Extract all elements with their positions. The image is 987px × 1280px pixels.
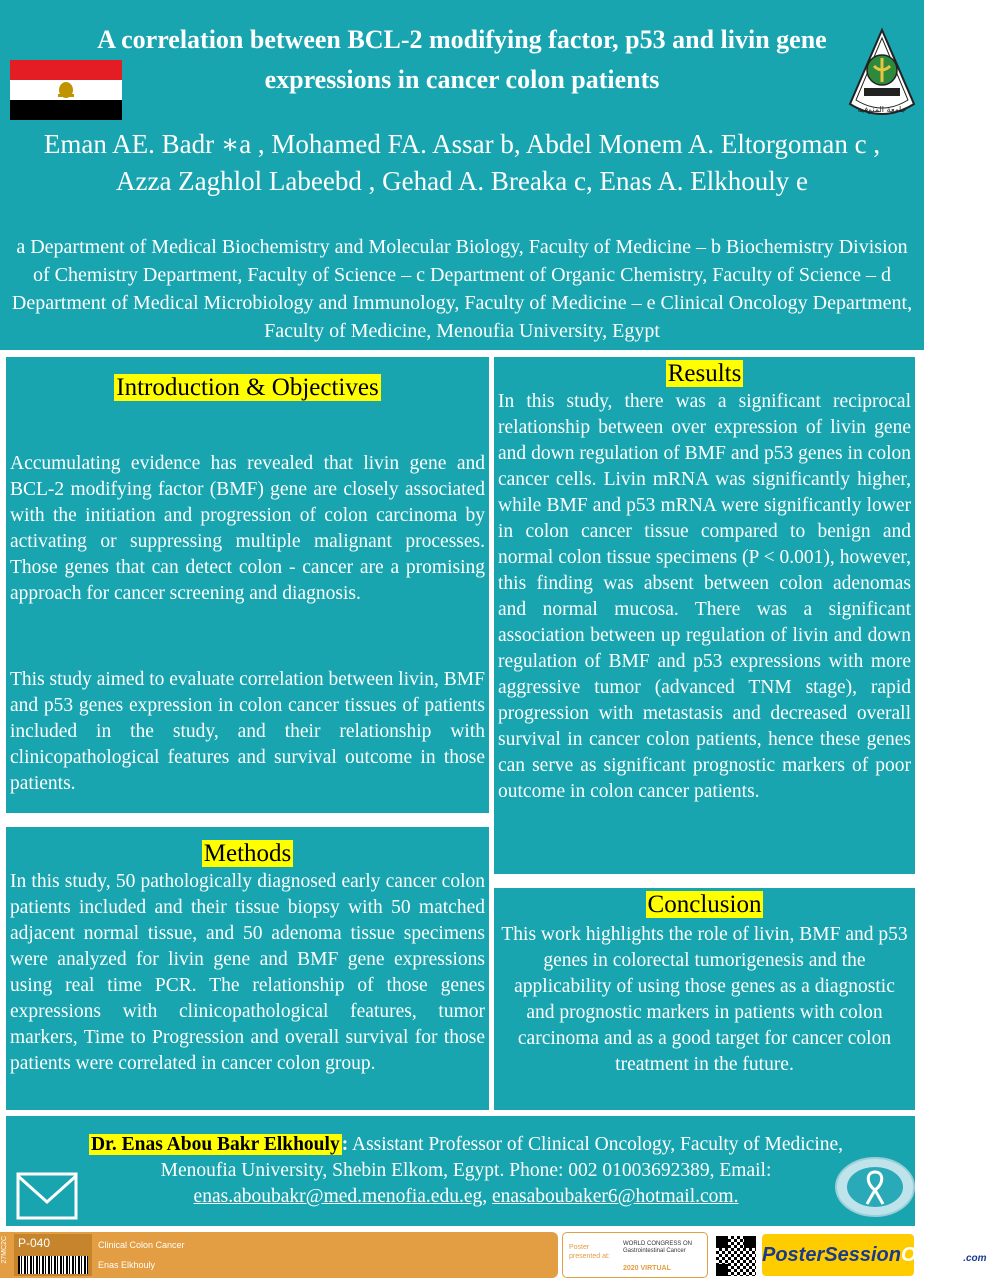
contact-section (6, 1116, 915, 1226)
poster-title: A correlation between BCL-2 modifying factor, p53 and livin gene expressions in cancer colon patients (97, 25, 827, 94)
section-title: Results (667, 360, 742, 387)
introduction-section (6, 357, 489, 813)
section-title: Methods (203, 840, 292, 867)
methods-section (6, 827, 489, 1110)
mail-icon (16, 1172, 78, 1220)
svg-text:جامعة المنوفية: جامعة المنوفية (857, 105, 907, 114)
section-title: Conclusion (647, 891, 762, 918)
contact-name: Dr. Enas Abou Bakr Elkhouly (90, 1134, 340, 1155)
poster-number: P-040 (18, 1236, 51, 1250)
poster-category: Clinical Colon Cancer (98, 1240, 185, 1250)
conclusion-paragraph: This work highlights the role of livin, BMF and p53 genes in colorectal tumorigenesis and the applicability of using those genes as a diagnostic and prognostic markers in patients with colon carcinoma and as a good target for cancer colon treatment in the future. (501, 924, 908, 1075)
university-logo-icon (848, 28, 916, 122)
author-list: Eman AE. Badr ∗a , Mohamed FA. Assar b, Abdel Monem A. Eltorgoman c , Azza Zaghlol Labeebd , Gehad A. Breaka c, Enas A. Elkhouly e (43, 129, 881, 196)
results-paragraph: In this study, there was a significant reciprocal relationship between over expression of livin gene and down regulation of BMF and p53 genes in colon cancer cells. Livin mRNA was significantly higher, while BMF and p53 mRNA were significantly lower in colon cancer tissue compared to benign and normal colon tissue specimens (P < 0.001), however, this finding was absent between colon adenomas and normal mucosa. There was a significant association between up regulation of livin and down regulation of BMF and p53 expressions with more aggressive tumor (advanced TNM stage), rapid progression with metastasis and decreased overall survival in cancer colon patients, hence these genes can serve as significant prognostic markers of poor outcome in colon cancer patients. (498, 391, 911, 802)
congress-badge: Poster presented at: WORLD CONGRESS ON Gastrointestinal Cancer 2020 VIRTUAL (562, 1232, 708, 1278)
section-title: Introduction & Objectives (116, 374, 379, 401)
qr-code-icon[interactable] (716, 1236, 756, 1276)
conclusion-section (494, 888, 915, 1110)
methods-paragraph: In this study, 50 pathologically diagnosed early cancer colon patients included and their tissue biopsy with 50 matched adjacent normal tissue, and 50 adenoma tissue specimens were analyzed for livin gene and BMF gene expressions using real time PCR. The relationship of those genes expressions with clinicopathological features, tumor markers, Time to Progression and overall survival for those patients were correlated in cancer colon group. (10, 871, 485, 1074)
cancer-ribbon-icon (834, 1156, 916, 1218)
side-code: 27MC2C (1, 1236, 8, 1264)
email-link-primary[interactable]: enas.aboubakr@med.menofia.edu.eg (193, 1186, 483, 1207)
email-link-secondary[interactable]: enasaboubaker6@hotmail.com. (491, 1186, 739, 1207)
postersessiononline-logo[interactable]: PosterSessionOnline.com (762, 1234, 914, 1276)
barcode-icon (18, 1256, 88, 1274)
objectives-paragraph: This study aimed to evaluate correlation between livin, BMF and p53 genes expression in colon cancer tissues of patients included in the study, and their relationship with clinicopathological features and survival outcome in those patients. (10, 669, 485, 794)
poster-footer (0, 1232, 987, 1280)
poster-author: Enas Elkhouly (98, 1260, 156, 1270)
intro-paragraph: Accumulating evidence has revealed that livin gene and BCL-2 modifying factor (BMF) gene are closely associated with the initiation and progression of colon carcinoma by activating or suppressing multiple malignant processes. Those genes that can detect colon - cancer are a promising approach for cancer screening and diagnosis. (10, 453, 485, 604)
footer-bar (0, 1232, 558, 1278)
contact-info: Dr. Enas Abou Bakr Elkhouly : Assistant Professor of Clinical Oncology, Faculty of Medicine, Menoufia University, Shebin Elkom, Egypt. Phone: 002 01003692389, Email: enas.aboubakr@med.menofia.edu.eg, enasaboubaker6@hotmail.com. (90, 1134, 844, 1207)
poster-code-box (14, 1234, 92, 1276)
results-section (494, 357, 915, 874)
affiliations: a Department of Medical Biochemistry and Molecular Biology, Faculty of Medicine – b Biochemistry Division of Chemistry Department, Faculty of Science – c Department of Organic Chemistry, Faculty of Science – d Department of Medical Microbiology and Immunology, Faculty of Medicine – e Clinical Oncology Department, Faculty of Medicine, Menoufia University, Egypt (11, 236, 913, 342)
poster-header (0, 0, 924, 350)
